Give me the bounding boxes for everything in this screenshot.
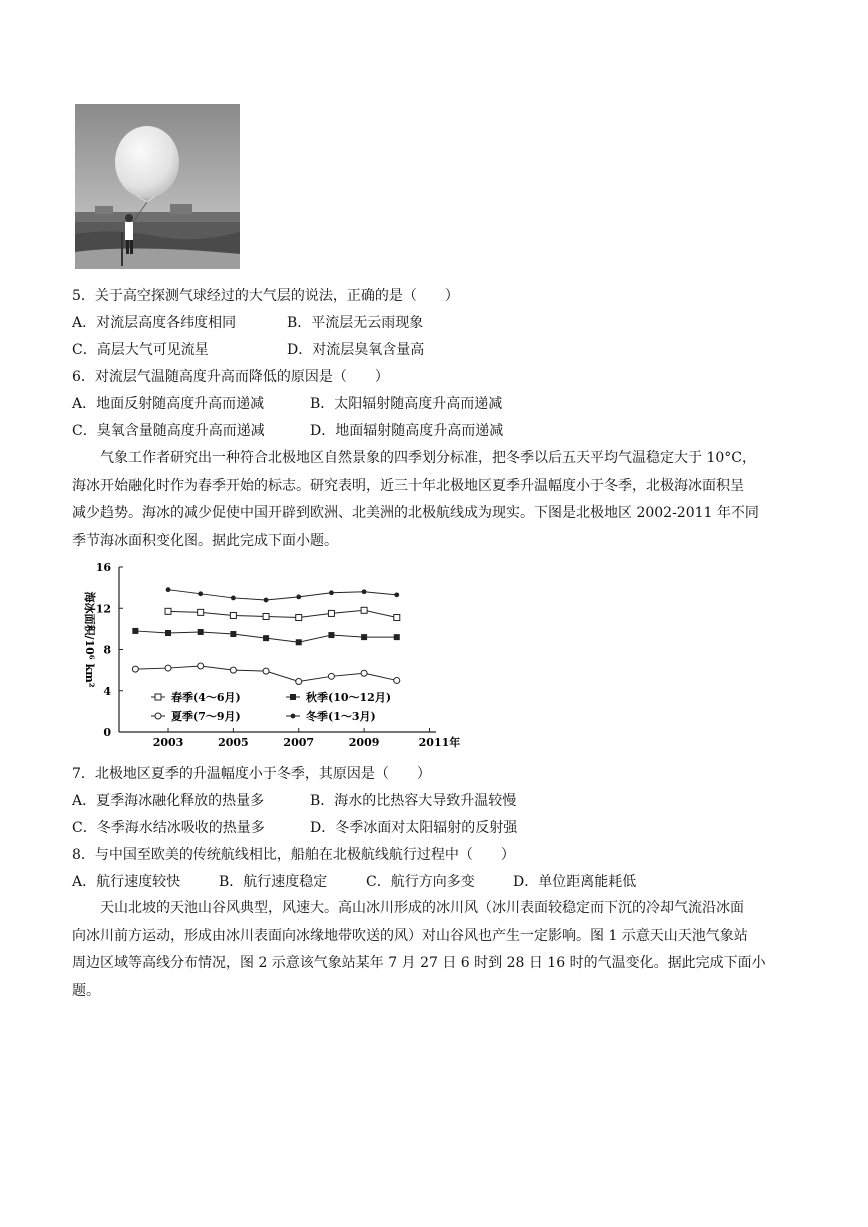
data-point [155,713,161,719]
data-point [291,714,296,719]
passage-tianshan [72,895,812,1005]
data-point [231,596,236,601]
weather-balloon-photo [75,104,240,269]
q5-option-a: A．对流层高度各纬度相同 [72,315,237,331]
legend-label: 夏季(7～9月) [171,710,241,723]
data-point [394,615,400,621]
y-tick-label: 8 [103,643,111,657]
y-tick-label: 4 [103,684,111,698]
legend-label: 冬季(1～3月) [306,710,376,723]
passage-line: 天山北坡的天池山谷风典型，风速大。高山冰川形成的冰川风（冰川表面较稳定而下沉的冷却气流沿冰面 [72,900,744,916]
data-point [198,591,203,596]
legend-label: 春季(4～6月) [171,691,241,704]
x-tick-label: 2003 [152,736,184,749]
data-point [198,663,204,669]
data-point [290,694,296,700]
data-point [198,609,204,615]
data-point [394,677,400,683]
data-point [264,598,269,603]
data-point [230,667,236,673]
data-point [296,595,301,600]
q8-option-c: C．航行方向多变 [366,874,475,890]
legend-item [151,709,241,723]
data-point [296,678,302,684]
y-tick-label: 12 [95,602,111,616]
q8-option-a: A．航行速度较快 [72,874,181,890]
q7-option-b: B．海水的比热容大导致升温较慢 [310,793,517,809]
passage-line: 气象工作者研究出一种符合北极地区自然景象的四季划分标准，把冬季以后五天平均气温稳定大于 10°C， [72,450,756,466]
passage-line: 题。 [72,982,100,999]
x-tick-label: 2009 [348,736,380,749]
question-5-stem: 5．关于高空探测气球经过的大气层的说法，正确的是（ ） [72,288,459,304]
data-point [361,607,367,613]
y-tick-label: 16 [95,561,111,574]
data-point [361,634,367,640]
q6-option-d: D．地面辐射随高度升高而递减 [310,423,504,439]
legend-item [286,709,376,723]
q6-option-a: A．地面反射随高度升高而递减 [72,396,265,412]
data-point [132,666,138,672]
passage-line: 季节海冰面积变化图。据此完成下面小题。 [72,532,338,549]
q7-option-a: A．夏季海冰融化释放的热量多 [72,793,265,809]
data-point [263,614,269,620]
sea-ice-area-chart [76,557,461,752]
x-tick-label: 2005 [218,736,249,749]
passage-arctic [72,445,812,555]
passage-line: 海冰开始融化时作为春季开始的标志。研究表明，近三十年北极地区夏季升温幅度小于冬季，北极海冰面积呈 [72,477,744,494]
q8-option-b: B．航行速度稳定 [219,874,328,890]
data-point [165,665,171,671]
series-3 [166,587,400,602]
y-axis-label: 海冰面积/10⁶ km² [83,591,96,688]
data-point [230,631,236,637]
question-7-stem: 7．北极地区夏季的升温幅度小于冬季，其原因是（ ） [72,766,431,782]
data-point [165,608,171,614]
question-6-stem: 6．对流层气温随高度升高而降低的原因是（ ） [72,369,389,385]
data-point [198,629,204,635]
passage-line: 向冰川前方运动，形成由冰川表面向冰缘地带吹送的风）对山谷风也产生一定影响。图 1 示意天山天池气象站 [72,927,748,944]
legend-item [286,690,391,704]
data-point [165,630,171,636]
data-point [394,634,400,640]
q6-option-c: C．臭氧含量随高度升高而递减 [72,423,265,439]
x-tick-label: 2007 [283,736,315,749]
q7-option-c: C．冬季海水结冰吸收的热量多 [72,820,265,836]
data-point [263,635,269,641]
data-point [361,670,367,676]
legend-item [151,690,241,704]
data-point [296,615,302,621]
data-point [394,592,399,597]
passage-line: 减少趋势。海冰的减少促使中国开辟到欧洲、北美洲的北极航线成为现实。下图是北极地区 2002-2011 年不同 [72,505,759,521]
q5-option-c: C．高层大气可见流星 [72,342,209,358]
data-point [230,612,236,618]
data-point [328,632,334,638]
q5-option-d: D．对流层臭氧含量高 [287,342,425,358]
data-point [263,668,269,674]
series-1 [132,628,399,645]
data-point [132,628,138,634]
series-0 [165,607,400,620]
y-tick-label: 0 [103,726,111,739]
q8-option-d: D．单位距离能耗低 [513,874,637,890]
data-point [155,694,161,700]
data-point [329,590,334,595]
x-tick-label: 2011年 [418,736,461,749]
chart-svg [76,557,461,752]
question-8-stem: 8．与中国至欧美的传统航线相比，船舶在北极航线航行过程中（ ） [72,847,515,863]
passage-line: 周边区域等高线分布情况，图 2 示意该气象站某年 7 月 27 日 6 时到 28 日 16 时的气温变化。据此完成下面小 [72,955,766,971]
data-point [362,589,367,594]
series-2 [132,663,399,684]
data-point [166,587,171,592]
legend-label: 秋季(10～12月) [306,691,392,704]
data-point [328,673,334,679]
data-point [296,639,302,645]
q5-option-b: B．平流层无云雨现象 [287,315,424,331]
q6-option-b: B．太阳辐射随高度升高而递减 [310,396,503,412]
data-point [328,610,334,616]
q7-option-d: D．冬季冰面对太阳辐射的反射强 [310,820,518,836]
